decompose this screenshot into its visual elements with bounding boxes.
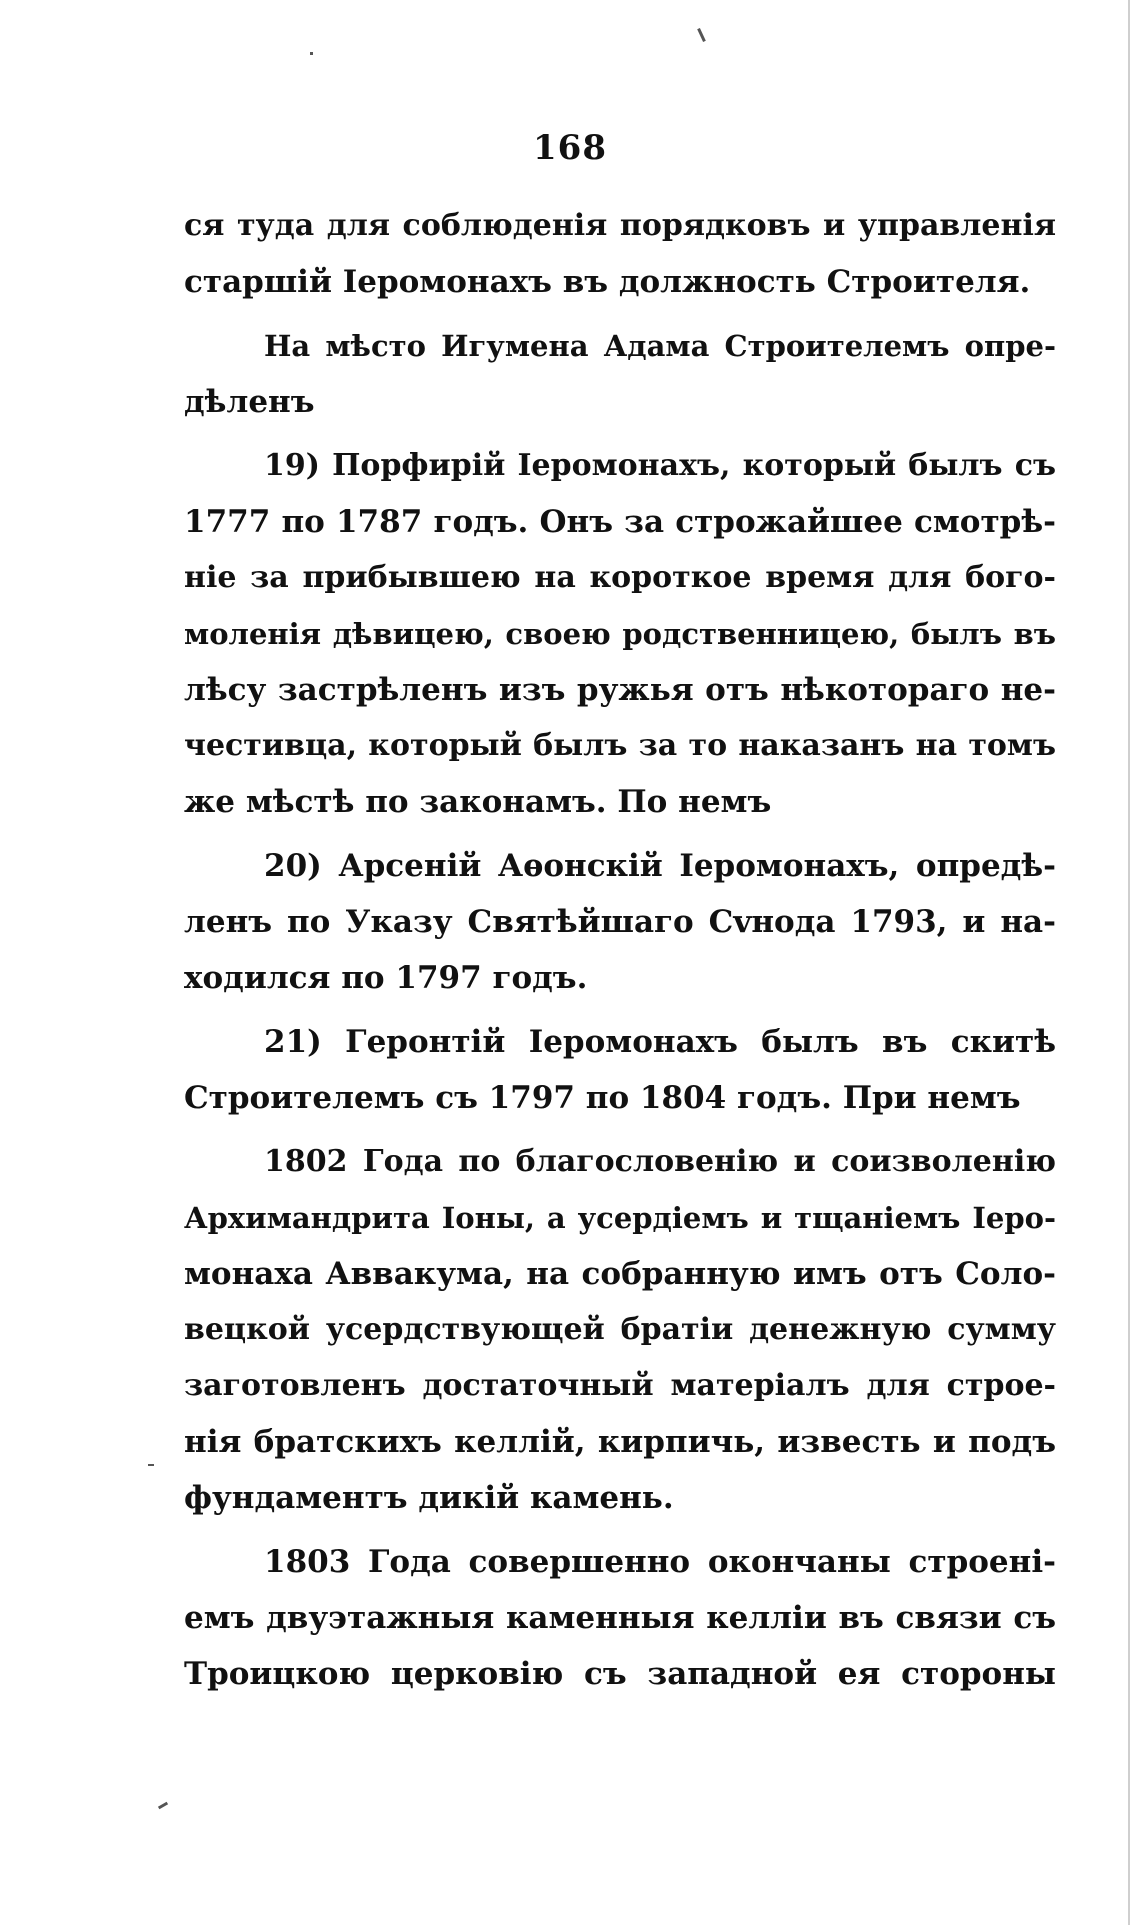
text-line: 1777 по 1787 годъ. Онъ за строжайшее смотрѣ- <box>184 504 1056 540</box>
text-line: вецкой усердствующей братіи денежную сумму <box>184 1312 1056 1347</box>
text-line: лѣсу застрѣленъ изъ ружья отъ нѣкотораго не- <box>184 672 1056 708</box>
paragraph-gap <box>184 430 1056 438</box>
text-line: емъ двуэтажныя каменныя келліи въ связи съ <box>184 1600 1056 1636</box>
text-line: 19) Порфирій Іеромонахъ, который былъ съ <box>264 448 1056 483</box>
scan-speck <box>697 28 706 42</box>
body-text <box>184 198 1056 1702</box>
text-line: ніе за прибывшею на короткое время для бого- <box>184 560 1056 595</box>
text-line: моленія дѣвицею, своею родственницею, былъ въ <box>184 617 1056 651</box>
text-line: ся туда для соблюденія порядковъ и управленія <box>184 208 1056 243</box>
text-line: дѣленъ <box>184 384 315 420</box>
paragraph-gap <box>184 1526 1056 1534</box>
scan-speck <box>158 1802 168 1810</box>
text-line: нія братскихъ келлій, кирпичь, известь и подъ <box>184 1424 1056 1460</box>
text-line: фундаментъ дикій камень. <box>184 1480 674 1516</box>
scan-speck <box>310 52 313 55</box>
text-line: 1803 Года совершенно окончаны строені- <box>264 1544 1056 1580</box>
text-line: 20) Арсеній Аѳонскій Іеромонахъ, опредѣ- <box>264 848 1056 884</box>
text-line: Строителемъ съ 1797 по 1804 годъ. При немъ <box>184 1080 1021 1116</box>
paragraph-gap <box>184 830 1056 838</box>
text-line: старшій Іеромонахъ въ должность Строителя. <box>184 264 1031 300</box>
text-line: ходился по 1797 годъ. <box>184 960 588 996</box>
text-line: На мѣсто Игумена Адама Строителемъ опре- <box>264 329 1056 363</box>
text-line: ленъ по Указу Святѣйшаго Сvнода 1793, и на- <box>184 904 1056 940</box>
paragraph-gap <box>184 1006 1056 1014</box>
page-number: 168 <box>533 128 607 168</box>
text-line: честивца, который былъ за то наказанъ на томъ <box>184 728 1056 763</box>
paragraph-gap <box>184 1126 1056 1134</box>
text-line: заготовленъ достаточный матеріалъ для строе- <box>184 1368 1056 1403</box>
text-line: же мѣстѣ по законамъ. По немъ <box>184 784 772 820</box>
scan-speck <box>148 1464 154 1466</box>
text-line: монаха Аввакума, на собранную имъ отъ Соло- <box>184 1256 1056 1292</box>
text-line: Архимандрита Іоны, а усердіемъ и тщаніемъ Іеро- <box>184 1201 1056 1235</box>
page-edge-line <box>1128 0 1130 1925</box>
text-line: 1802 Года по благословенію и соизволенію <box>264 1144 1056 1179</box>
text-line: 21) Геронтій Іеромонахъ былъ въ скитѣ <box>264 1024 1056 1060</box>
paragraph-gap <box>184 310 1056 318</box>
text-line: Троицкою церковію съ западной ея стороны <box>184 1656 1056 1692</box>
